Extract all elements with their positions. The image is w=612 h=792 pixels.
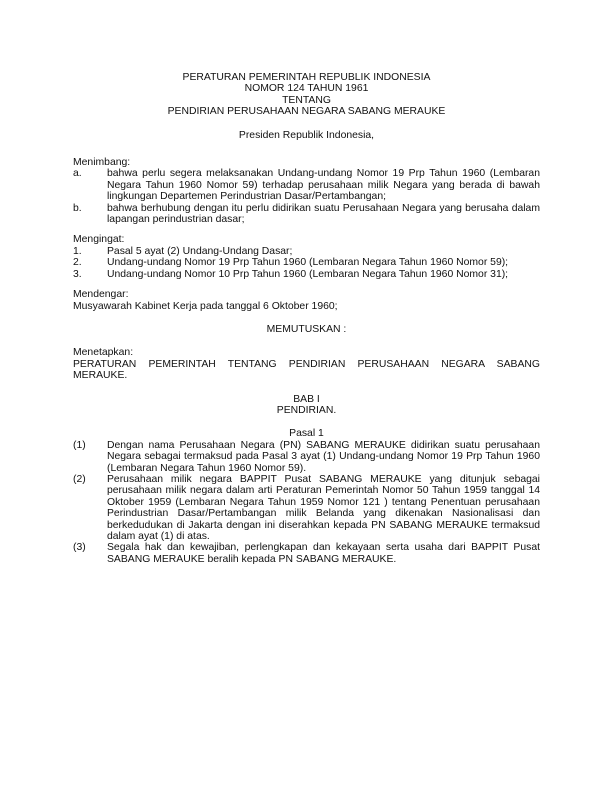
list-text: Segala hak dan kewajiban, perlengkapan dan kekayaan serta usaha dari BAPPIT Pusat SABANG MERAUKE beralih kepada PN SABANG MERAUKE. [107,542,540,565]
list-marker: 3. [73,268,82,280]
list-text: Undang-undang Nomor 19 Prp Tahun 1960 (Lembaran Negara Tahun 1960 Nomor 59); [107,257,509,269]
menimbang-section [73,157,540,225]
list-marker: 2. [73,257,82,269]
document-body [73,72,540,565]
list-text: bahwa perlu segera melaksanakan Undang-undang Nomor 19 Prp Tahun 1960 (Lembaran Negara Tahun 1960 Nomor 59) terhadap perusahaan milik Negara yang berada di bawah lingkungan Departemen Perindustrian Dasar/Pertambangan; [107,168,540,203]
list-text: Dengan nama Perusahaan Negara (PN) SABANG MERAUKE didirikan suatu perusahaan Negara sebagai termaksud pada Pasal 3 ayat (1) Undang-undang Nomor 19 Prp Tahun 1960 (Lembaran Negara Tahun 1960 Nomor 59). [107,439,540,474]
bab-title: PENDIRIAN. [276,404,337,416]
list-item [73,246,540,257]
list-item [73,257,540,268]
list-text: Perusahaan milik negara BAPPIT Pusat SABANG MERAUKE yang ditunjuk sebagai perusahaan milik negara dalam arti Peraturan Pemerintah Nomor 50 Tahun 1959 tanggal 14 Oktober 1959 (Lembaran Negara Tahun 1959 Nomor 121 ) tentang Penentuan perusahaan Perindustrian Dasar/Pertambangan milik Belanda yang dikenakan Nasionalisasi dan berkedudukan di Jakarta dengan ini diserahkan kepada PN SABANG MERAUKE termaksud dalam ayat (1) di atas. [107,473,540,542]
mengingat-label: Mengingat: [73,234,125,246]
list-marker: (2) [73,473,86,485]
list-marker: (3) [73,542,86,554]
bab-heading [73,394,540,417]
menetapkan-section [73,347,540,381]
header-line-1: PERATURAN PEMERINTAH REPUBLIK INDONESIA [182,72,431,83]
president-line: Presiden Republik Indonesia, [238,129,375,141]
list-marker: (1) [73,439,86,451]
pasal-title: Pasal 1 [289,428,324,440]
bab-number: BAB I [293,393,320,405]
list-text: Undang-undang Nomor 10 Prp Tahun 1960 (Lembaran Negara Tahun 1960 Nomor 31); [107,268,509,280]
list-item [73,440,540,474]
list-item [73,542,540,565]
list-text: bahwa berhubung dengan itu perlu didirikan suatu Perusahaan Negara yang berusaha dalam lapangan perindustrian dasar; [107,202,540,226]
menimbang-label: Menimbang: [73,157,131,169]
header-line-4: PENDIRIAN PERUSAHAAN NEGARA SABANG MERAUKE [167,106,446,118]
list-item [73,269,540,280]
memutuskan-heading: MEMUTUSKAN : [266,323,347,335]
list-item [73,168,540,202]
mendengar-text: Musyawarah Kabinet Kerja pada tanggal 6 Oktober 1960; [73,300,338,312]
mendengar-label: Mendengar: [73,289,129,301]
header-line-3: TENTANG [282,94,331,106]
menetapkan-text: PERATURAN PEMERINTAH TENTANG PENDIRIAN PERUSAHAAN NEGARA SABANG MERAUKE. [73,358,540,382]
pasal-1-section [73,428,540,565]
document-header [73,72,540,118]
mendengar-section [73,289,540,312]
list-text: Pasal 5 ayat (2) Undang-Undang Dasar; [107,245,293,257]
mengingat-section [73,234,540,280]
list-marker: b. [73,202,82,214]
list-item [73,203,540,226]
list-marker: 1. [73,245,82,257]
header-line-2: NOMOR 124 TAHUN 1961 [244,83,369,95]
menetapkan-label: Menetapkan: [73,347,134,359]
list-marker: a. [73,168,82,180]
list-item [73,474,540,542]
